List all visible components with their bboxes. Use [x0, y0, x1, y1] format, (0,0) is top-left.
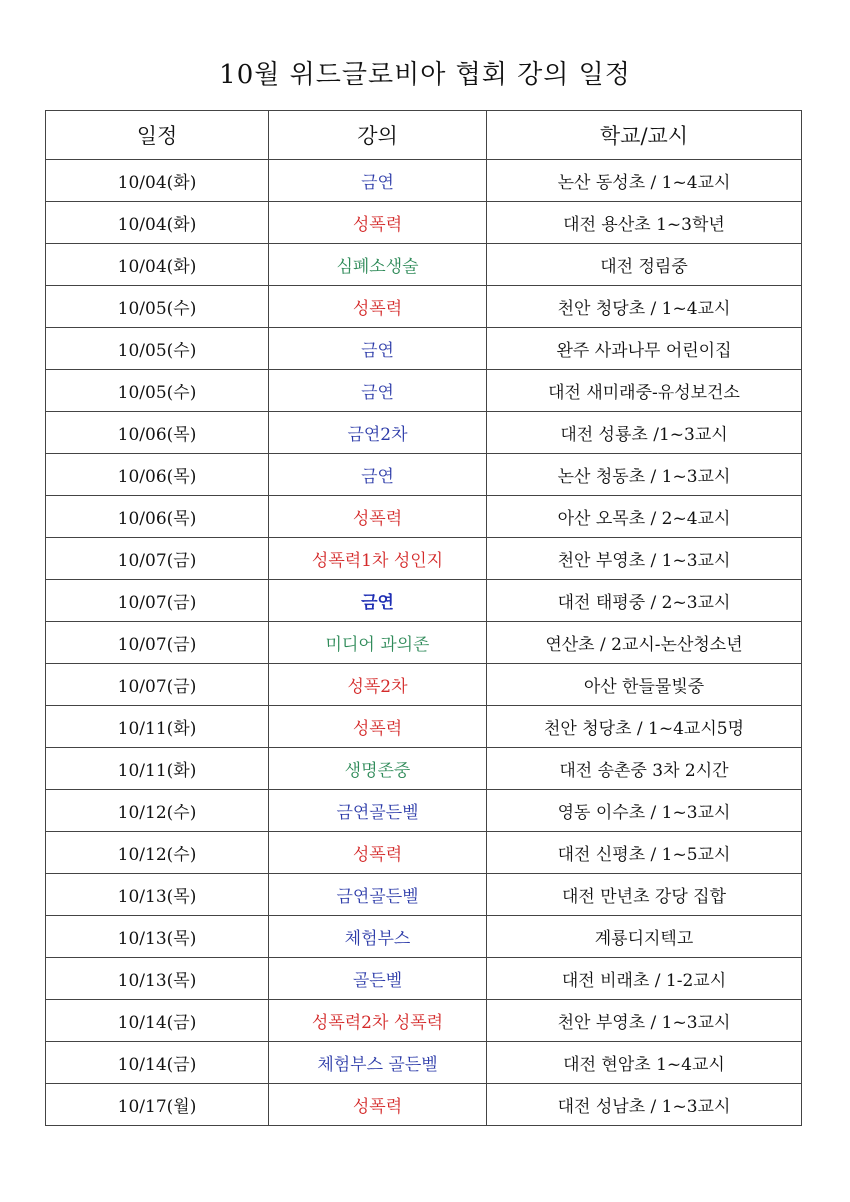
table-row	[46, 454, 802, 496]
header-lecture: 강의	[269, 111, 487, 160]
school-cell: 대전 태평중 / 2~3교시	[487, 580, 802, 622]
school-cell: 천안 부영초 / 1~3교시	[487, 538, 802, 580]
lecture-cell: 체험부스	[269, 916, 487, 958]
lecture-cell: 금연	[269, 454, 487, 496]
table-row	[46, 790, 802, 832]
table-row	[46, 958, 802, 1000]
table-row	[46, 370, 802, 412]
lecture-cell: 성폭력	[269, 286, 487, 328]
date-cell: 10/12(수)	[46, 790, 269, 832]
table-row	[46, 1042, 802, 1084]
lecture-cell: 금연골든벨	[269, 790, 487, 832]
table-row	[46, 874, 802, 916]
lecture-cell: 금연	[269, 328, 487, 370]
header-date: 일정	[46, 111, 269, 160]
school-cell: 대전 현암초 1~4교시	[487, 1042, 802, 1084]
lecture-cell: 성폭력	[269, 1084, 487, 1126]
date-cell: 10/13(목)	[46, 874, 269, 916]
table-row	[46, 202, 802, 244]
page-title: 10월 위드글로비아 협회 강의 일정	[219, 60, 631, 90]
table-row	[46, 664, 802, 706]
school-cell: 대전 용산초 1~3학년	[487, 202, 802, 244]
school-cell: 아산 한들물빛중	[487, 664, 802, 706]
school-cell: 대전 성룡초 /1~3교시	[487, 412, 802, 454]
table-row	[46, 622, 802, 664]
lecture-cell: 금연골든벨	[269, 874, 487, 916]
school-cell: 대전 성남초 / 1~3교시	[487, 1084, 802, 1126]
date-cell: 10/11(화)	[46, 706, 269, 748]
table-row	[46, 286, 802, 328]
table-row	[46, 916, 802, 958]
table-row	[46, 160, 802, 202]
lecture-cell: 성폭력	[269, 832, 487, 874]
school-cell: 아산 오목초 / 2~4교시	[487, 496, 802, 538]
lecture-cell: 성폭력	[269, 706, 487, 748]
table-row	[46, 496, 802, 538]
school-cell: 논산 동성초 / 1~4교시	[487, 160, 802, 202]
school-cell: 완주 사과나무 어린이집	[487, 328, 802, 370]
school-cell: 대전 만년초 강당 집합	[487, 874, 802, 916]
school-cell: 논산 청동초 / 1~3교시	[487, 454, 802, 496]
date-cell: 10/05(수)	[46, 370, 269, 412]
date-cell: 10/06(목)	[46, 496, 269, 538]
lecture-cell: 금연	[269, 580, 487, 622]
school-cell: 천안 청당초 / 1~4교시5명	[487, 706, 802, 748]
date-cell: 10/04(화)	[46, 244, 269, 286]
school-cell: 계룡디지텍고	[487, 916, 802, 958]
table-header-row	[46, 111, 802, 160]
date-cell: 10/07(금)	[46, 538, 269, 580]
school-cell: 천안 청당초 / 1~4교시	[487, 286, 802, 328]
lecture-cell: 골든벨	[269, 958, 487, 1000]
school-cell: 영동 이수초 / 1~3교시	[487, 790, 802, 832]
schedule-table	[45, 110, 802, 1126]
table-row	[46, 580, 802, 622]
lecture-cell: 생명존중	[269, 748, 487, 790]
table-row	[46, 538, 802, 580]
table-body	[46, 160, 802, 1126]
date-cell: 10/17(월)	[46, 1084, 269, 1126]
lecture-cell: 금연	[269, 370, 487, 412]
date-cell: 10/06(목)	[46, 454, 269, 496]
date-cell: 10/13(목)	[46, 916, 269, 958]
school-cell: 대전 새미래중-유성보건소	[487, 370, 802, 412]
date-cell: 10/12(수)	[46, 832, 269, 874]
table-row	[46, 706, 802, 748]
table-row	[46, 832, 802, 874]
lecture-cell: 미디어 과의존	[269, 622, 487, 664]
lecture-cell: 체험부스 골든벨	[269, 1042, 487, 1084]
date-cell: 10/07(금)	[46, 580, 269, 622]
school-cell: 대전 정림중	[487, 244, 802, 286]
table-row	[46, 1000, 802, 1042]
table-row	[46, 328, 802, 370]
date-cell: 10/13(목)	[46, 958, 269, 1000]
header-school: 학교/교시	[487, 111, 802, 160]
lecture-cell: 성폭력	[269, 202, 487, 244]
date-cell: 10/05(수)	[46, 286, 269, 328]
school-cell: 대전 비래초 / 1-2교시	[487, 958, 802, 1000]
lecture-cell: 성폭력	[269, 496, 487, 538]
date-cell: 10/04(화)	[46, 160, 269, 202]
date-cell: 10/07(금)	[46, 622, 269, 664]
school-cell: 천안 부영초 / 1~3교시	[487, 1000, 802, 1042]
date-cell: 10/07(금)	[46, 664, 269, 706]
lecture-cell: 금연2차	[269, 412, 487, 454]
lecture-cell: 성폭력1차 성인지	[269, 538, 487, 580]
lecture-cell: 금연	[269, 160, 487, 202]
table-row	[46, 412, 802, 454]
school-cell: 대전 송촌중 3차 2시간	[487, 748, 802, 790]
lecture-cell: 심폐소생술	[269, 244, 487, 286]
date-cell: 10/14(금)	[46, 1000, 269, 1042]
school-cell: 연산초 / 2교시-논산청소년	[487, 622, 802, 664]
table-row	[46, 1084, 802, 1126]
school-cell: 대전 신평초 / 1~5교시	[487, 832, 802, 874]
lecture-cell: 성폭2차	[269, 664, 487, 706]
lecture-cell: 성폭력2차 성폭력	[269, 1000, 487, 1042]
table-row	[46, 748, 802, 790]
table-row	[46, 244, 802, 286]
date-cell: 10/11(화)	[46, 748, 269, 790]
date-cell: 10/05(수)	[46, 328, 269, 370]
date-cell: 10/04(화)	[46, 202, 269, 244]
date-cell: 10/14(금)	[46, 1042, 269, 1084]
date-cell: 10/06(목)	[46, 412, 269, 454]
